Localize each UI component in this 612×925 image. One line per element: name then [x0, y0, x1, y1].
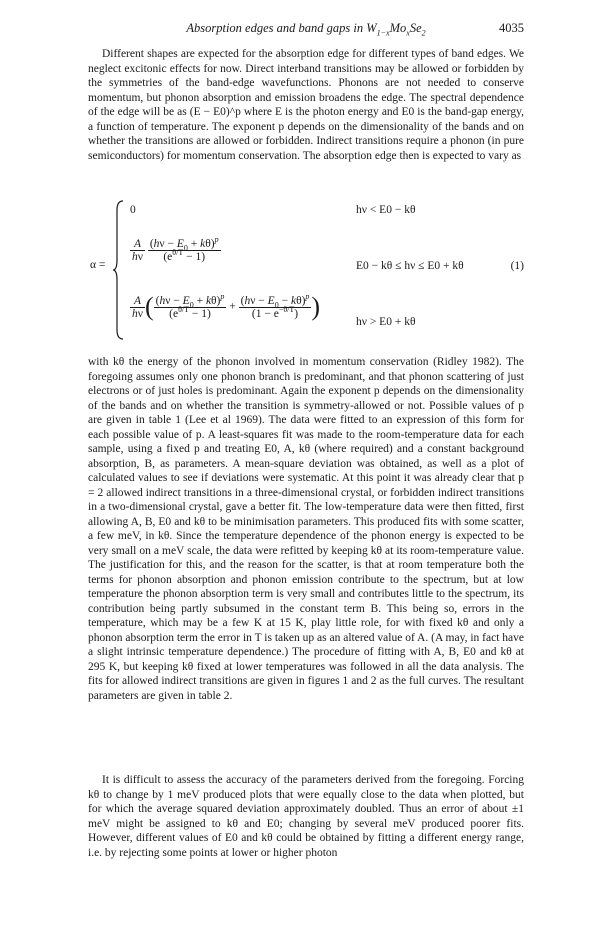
- case-2-condition: E0 − kθ ≤ hν ≤ E0 + kθ: [356, 260, 464, 272]
- case-3-condition: hν > E0 + kθ: [356, 316, 416, 328]
- paragraph-2-text: with kθ the energy of the phonon involved in momentum conservation (Ridley 1982). The foregoing assumes only one phonon branch is predominant, and that phonon scattering of just electrons or of just holes is predominant. Again the exponent p depends on the dimensionality of the bands and on whether the transition is symmetry-allowed or not. Possible values of p are given in table 1 (Lee et al 1969). The data were fitted to an expression of this form for each possible value of p. A least-squares fit was made to the room-temperature data for each sample, using a fixed p and treating E0, A, kθ (where required) and a constant background absorption, B, as parameters. A mean-square deviation was obtained, as well as a plot of calculated values to see if deviations were systematic. At this point it was already clear that p = 2 allowed indirect transitions in a three-dimensional crystal, or forbidden indirect transitions in a two-dimensional crystal, gave a better fit. The low-temperature data were then fitted, first allowing A, B, E0 and kθ to be minimisation parameters. This produced fits with some scatter, a few meV, in kθ. Since the temperature dependence of the phonon energy is expected to be very small on a meV scale, the data were refitted by keeping kθ at its room-temperature value. The justification for this, and the reason for the scatter, is that at room temperature both the terms for phonon absorption and phonon emission contribute to the spectrum, but at low temperature the phonon absorption term is very small and contributes little to the spectrum, its contribution being partly subsumed in the constant term B. This being so, errors in the temperature, which may be a few K at 15 K, play little role, for with fixed kθ and only a phonon absorption term the error in T is taken up as an altered value of A. (A may, in fact have a slight intrinsic temperature dependence.) The procedure of fitting with A, B, E0 and kθ at 295 K, but keeping kθ fixed at lower temperatures was followed in all the data analysis. The fits for allowed indirect transitions are given in figures 1 and 2 as the full curves. The resultant parameters are given in table 2.: [88, 356, 524, 702]
- case-1-condition: hν < E0 − kθ: [356, 204, 416, 216]
- running-head: [88, 20, 524, 36]
- equation-number: (1): [510, 260, 524, 272]
- page-number: 4035: [499, 21, 524, 35]
- equation-brace: [112, 200, 124, 340]
- case-3-expression: $\frac{A}{h\nu}$ ( $\frac{(h\nu - E_0 + k\theta)^p}{(e^{\theta/T} - 1)}$ + $\frac{(h\nu - E_0 - k\theta)^p}{(1 - e^{-\theta/T})}$ ): [132, 291, 321, 321]
- equation-1: [88, 198, 524, 346]
- paragraph-2: [88, 355, 524, 703]
- case-1-expression: 0: [130, 204, 136, 216]
- paragraph-3: [88, 773, 524, 860]
- paragraph-1-text: Different shapes are expected for the absorption edge for different types of band edges. We neglect excitonic effects for now. Direct interband transitions may be allowed or forbidden by the symmetries of the band-edge wavefunctions. Phonons are not needed to conserve momentum, but phonon absorption and emission broadens the edge. The spectral dependence of the edge will be as (E − E0)^p where E is the photon energy and E0 is the band-gap energy, a function of temperature. The exponent p depends on the dimensionality of the bands and on whether the transitions are allowed or forbidden. Indirect transitions require a phonon (in pure semiconductors) for momentum conservation. The absorption edge then is expected to vary as: [88, 48, 524, 162]
- running-title: Absorption edges and band gaps in $W_{1-x}Mo_xSe_2$: [186, 21, 426, 38]
- paragraph-3-text: It is difficult to assess the accuracy of the parameters derived from the foregoing. Forcing kθ to change by 1 meV produced plots that were equally close to the data when plotted, but for which the average squared deviation approximately doubled. Thus an error of about ±1 meV might be assigned to kθ and E0; changing by several meV produced poorer fits. However, different values of E0 and kθ could be obtained by fitting a different energy range, i.e. by rejecting some points at lower or higher photon: [88, 774, 524, 859]
- paragraph-1: [88, 47, 524, 163]
- case-2-expression: $\frac{A}{h\nu}$ $\frac{(h\nu - E_0 + k\theta)^p}{(e^{\theta/T} - 1)}$: [132, 235, 219, 263]
- equation-lhs: α =: [90, 259, 106, 271]
